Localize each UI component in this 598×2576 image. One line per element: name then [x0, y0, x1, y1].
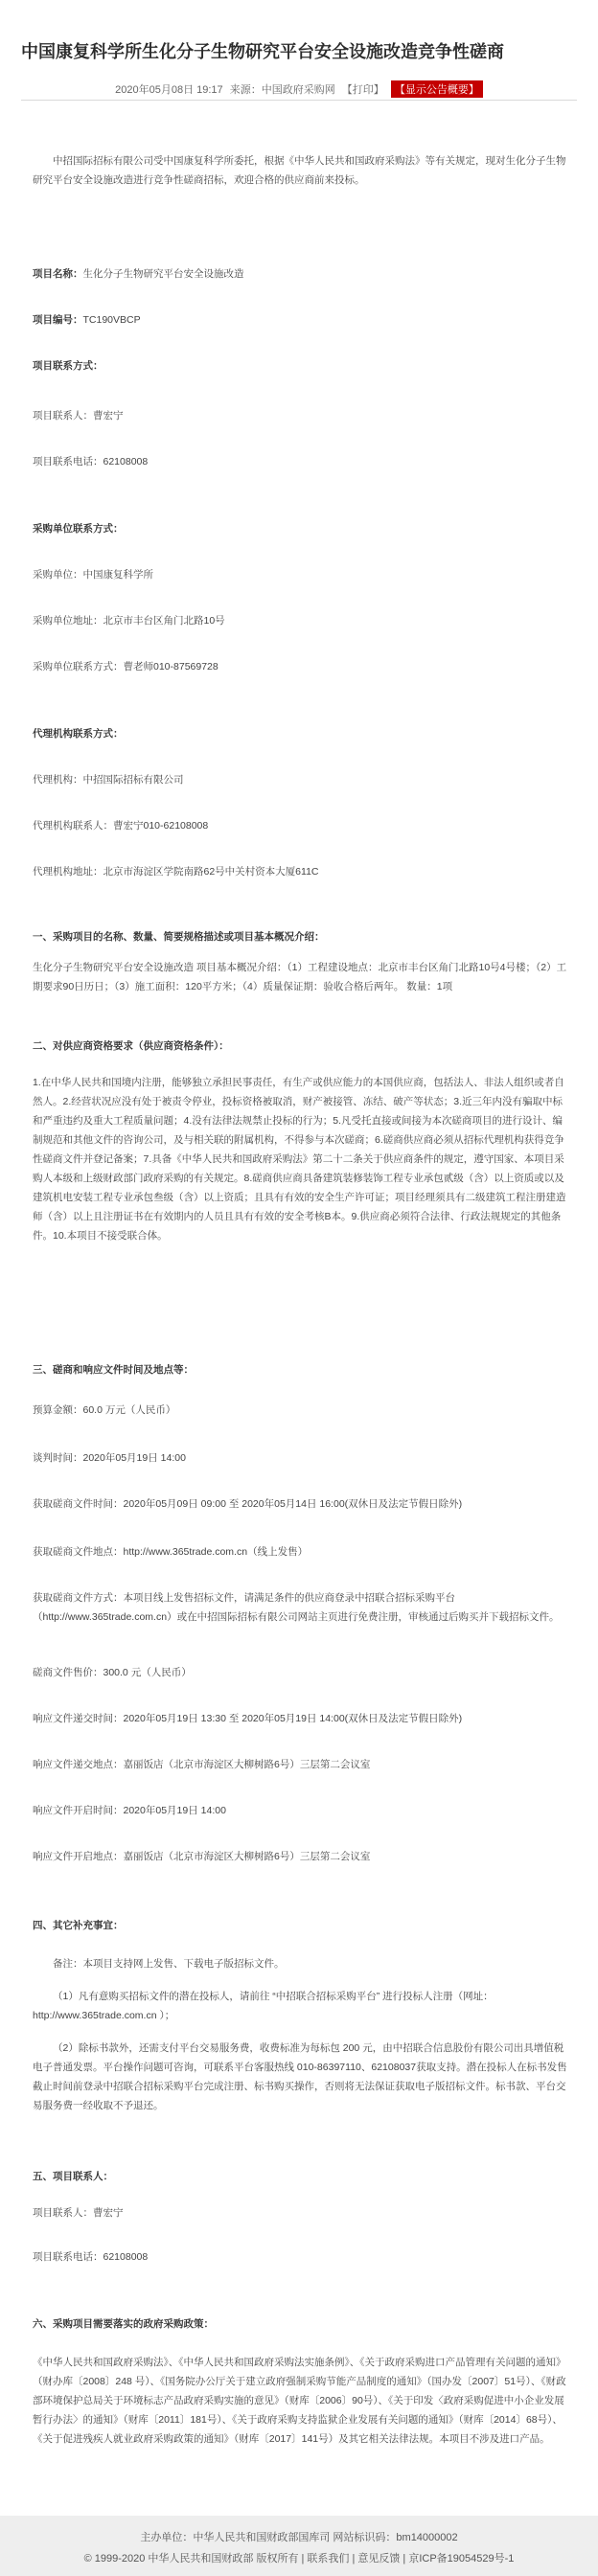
- section6-heading: 六、采购项目需要落实的政府采购政策：: [33, 2318, 214, 2330]
- doc-price-line: [33, 1663, 569, 1682]
- show-overview-button[interactable]: 【显示公告概要】: [391, 80, 483, 98]
- obtain-method-line: [33, 1588, 569, 1627]
- open-time-line: [33, 1801, 569, 1820]
- project-contact-phone-line: [33, 452, 569, 471]
- budget-line: [33, 1401, 569, 1420]
- open-time-value: 2020年05月19日 14:00: [123, 1805, 226, 1816]
- obtain-method-label: 获取磋商文件方式：: [33, 1592, 124, 1604]
- section4-heading: 四、其它补充事宜：: [33, 1920, 124, 1931]
- project-name-line: [33, 264, 569, 284]
- obtain-place-value[interactable]: http://www.365trade.com.cn（线上发售）: [123, 1546, 309, 1558]
- section4-registration: （1）凡有意购买招标文件的潜在投标人，请前往 “中招联合招标采购平台” 进行投标人注册（网址：http://www.365trade.com.cn ）；: [33, 1991, 494, 2021]
- open-place-value: 嘉丽饭店（北京市海淀区大柳树路6号）三层第二会议室: [123, 1851, 371, 1862]
- budget-value: 60.0 万元（人民币）: [82, 1404, 176, 1416]
- agency-address-value: 北京市海淀区学院南路62号中关村资本大厦611C: [103, 866, 319, 878]
- obtain-time-label: 获取磋商文件时间：: [33, 1498, 124, 1510]
- talk-time-value: 2020年05月19日 14:00: [82, 1452, 186, 1464]
- purchaser-unit-line: [33, 565, 569, 584]
- page-title: 中国康复科学所生化分子生物研究平台安全设施改造竞争性磋商: [21, 42, 504, 61]
- agency-contact-line: [33, 816, 569, 835]
- project-code-label: 项目编号：: [33, 314, 83, 326]
- project-contact-phone-label: 项目联系电话：: [33, 456, 104, 467]
- agency-address-line: [33, 862, 569, 881]
- agency-heading: 代理机构联系方式：: [33, 728, 124, 740]
- open-place-line: [33, 1847, 569, 1866]
- obtain-time-line: [33, 1494, 569, 1514]
- agency-address-label: 代理机构地址：: [33, 866, 104, 878]
- purchaser-address-label: 采购单位地址：: [33, 615, 104, 627]
- talk-time-label: 谈判时间：: [33, 1452, 83, 1464]
- page-footer: [0, 2516, 598, 2576]
- section5-phone-line: [33, 2247, 569, 2267]
- obtain-time-value: 2020年05月09日 09:00 至 2020年05月14日 16:00(双休日及法定节假日除外): [123, 1498, 463, 1510]
- footer-sponsor: 主办单位：中华人民共和国财政部国库司 网站标识码：bm14000002: [140, 2532, 458, 2543]
- agency-name-label: 代理机构：: [33, 774, 83, 786]
- agency-contact-value: 曹宏宁010-62108008: [113, 820, 209, 832]
- obtain-place-line: [33, 1542, 569, 1562]
- purchaser-contact-value: 曹老师010-87569728: [123, 661, 218, 672]
- section5-phone-value: 62108008: [103, 2251, 149, 2263]
- submit-place-value: 嘉丽饭店（北京市海淀区大柳树路6号）三层第二会议室: [123, 1759, 371, 1770]
- section2-heading: 二、对供应商资格要求（供应商资格条件）：: [33, 1040, 229, 1052]
- doc-price-label: 磋商文件售价：: [33, 1667, 104, 1678]
- section3-heading: 三、磋商和响应文件时间及地点等：: [33, 1364, 194, 1376]
- publish-date: 2020年05月08日 19:17: [115, 84, 223, 96]
- section4-note: 备注：本项目支持网上发售、下载电子版招标文件。: [53, 1958, 285, 1970]
- section1-heading: 一、采购项目的名称、数量、简要规格描述或项目基本概况介绍：: [33, 931, 325, 943]
- talk-time-line: [33, 1448, 569, 1468]
- project-contact-heading: 项目联系方式：: [33, 360, 104, 372]
- purchaser-contact-line: [33, 657, 569, 676]
- project-name-label: 项目名称：: [33, 268, 83, 280]
- agency-contact-label: 代理机构联系人：: [33, 820, 113, 832]
- section1-body: 生化分子生物研究平台安全设施改造 项目基本概况介绍：（1）工程建设地点：北京市丰台区角门北路10号4号楼；（2）工期要求90日历日；（3）施工面积：120平方米；（4）质量保证期：验收合格后两年。 数量：1项: [33, 962, 567, 992]
- budget-label: 预算金额：: [33, 1404, 83, 1416]
- source-text: 来源：中国政府采购网: [229, 84, 335, 96]
- open-place-label: 响应文件开启地点：: [33, 1851, 124, 1862]
- project-contact-phone-value: 62108008: [103, 456, 149, 467]
- section5-phone-label: 项目联系电话：: [33, 2251, 104, 2263]
- open-time-label: 响应文件开启时间：: [33, 1805, 124, 1816]
- section5-person-value: 曹宏宁: [93, 2207, 124, 2219]
- section2-body: 1.在中华人民共和国境内注册，能够独立承担民事责任，有生产或供应能力的本国供应商，包括法人、非法人组织或者自然人。2.经营状况应没有处于被责令停业，投标资格被取消，财产被接管、冻结、破产等状态；3.近三年内没有骗取中标和严重违约及重大工程质量问题；4.没有法律法规禁止投标的行为；5.凡受托直接或间接为本次磋商项目的进行设计、编制规范和其他文件的咨询公司，及与相关联的附属机构，不得参与本次磋商；6.磋商供应商必须从招标代理机构获得竞争性磋商文件并登记备案；7.具备《中华人民共和国政府采购法》第二十二条关于供应商条件的规定，遵守国家、本项目采购人本级和上级财政部门政府采购的有关规定。8.磋商供应商具备建筑装修装饰工程专业承包贰级（含）以上资质或以及建筑机电安装工程专业承包叁级（含）以上资质；且具有有效的安全生产许可证；项目经理须具有二级建筑工程注册建造师（含）以上且注册证书在有效期内的人员且具有有效的安全考核B本。9.供应商必须符合法律、行政法规规定的其他条件。10.本项目不接受联合体。: [33, 1077, 566, 1242]
- meta-bar: [0, 80, 598, 98]
- purchaser-contact-label: 采购单位联系方式：: [33, 661, 124, 672]
- submit-place-line: [33, 1755, 569, 1774]
- submit-time-value: 2020年05月19日 13:30 至 2020年05月19日 14:00(双休日及法定节假日除外): [123, 1713, 463, 1724]
- purchaser-unit-label: 采购单位：: [33, 569, 83, 581]
- section5-heading: 五、项目联系人：: [33, 2171, 113, 2182]
- project-contact-person-line: [33, 406, 569, 425]
- section4-fees: （2）除标书款外，还需支付平台交易服务费，收费标准为每标包 200 元，由中招联合信息股份有限公司出具增值税电子普通发票。平台操作问题可咨询，可联系平台客服热线 010-86397110、62108037获取支持。潜在投标人在标书发售截止时间前登录中招联合招标采购平台完成注册、标书购买操作，否则将无法保证获取电子版招标文件。标书款、平台交易服务费一经收取不予退还。: [33, 2042, 567, 2111]
- submit-time-line: [33, 1709, 569, 1728]
- submit-time-label: 响应文件递交时间：: [33, 1713, 124, 1724]
- purchaser-address-line: [33, 611, 569, 630]
- project-contact-person-label: 项目联系人：: [33, 410, 93, 422]
- obtain-place-label: 获取磋商文件地点：: [33, 1546, 124, 1558]
- project-contact-person-value: 曹宏宁: [93, 410, 124, 422]
- title-divider: [21, 100, 577, 101]
- project-code-value: TC190VBCP: [82, 314, 141, 326]
- print-link[interactable]: 【打印】: [341, 84, 384, 96]
- agency-name-line: [33, 770, 569, 789]
- intro-paragraph: 中招国际招标有限公司受中国康复科学所委托，根据《中华人民共和国政府采购法》等有关规定，现对生化分子生物研究平台安全设施改造进行竞争性磋商招标，欢迎合格的供应商前来投标。: [33, 155, 566, 186]
- agency-name-value: 中招国际招标有限公司: [82, 774, 184, 786]
- purchaser-heading: 采购单位联系方式：: [33, 523, 124, 535]
- section5-person-line: [33, 2203, 569, 2223]
- section6-body: 《中华人民共和国政府采购法》、《中华人民共和国政府采购法实施条例》、《关于政府采购进口产品管理有关问题的通知》（财办库〔2008〕248 号）、《国务院办公厅关于建立政府强制采购节能产品制度的通知》（国办发〔2007〕51号）、《财政部环境保护总局关于环境标志产品政府采购实施的意见》（财库〔2006〕90号）、《关于印发〈政府采购促进中小企业发展暂行办法〉的通知》（财库〔2011〕181号）、《关于政府采购支持监狱企业发展有关问题的通知》（财库〔2014〕68号）、《关于促进残疾人就业政府采购政策的通知》（财库〔2017〕141号）及其它相关法律法规。本项目不涉及进口产品。: [33, 2357, 566, 2445]
- section5-person-label: 项目联系人：: [33, 2207, 93, 2219]
- project-name-value: 生化分子生物研究平台安全设施改造: [82, 268, 244, 280]
- footer-copyright: © 1999-2020 中华人民共和国财政部 版权所有 | 联系我们 | 意见反馈 | 京ICP备19054529号-1: [83, 2553, 515, 2565]
- project-code-line: [33, 310, 569, 330]
- purchaser-unit-value: 中国康复科学所: [82, 569, 153, 581]
- submit-place-label: 响应文件递交地点：: [33, 1759, 124, 1770]
- doc-price-value: 300.0 元（人民币）: [103, 1667, 192, 1678]
- obtain-method-value: 本项目线上发售招标文件，请满足条件的供应商登录中招联合招标采购平台（http://www.365trade.com.cn）或在中招国际招标有限公司网站主页进行免费注册，审核通过后购买并下载招标文件。: [33, 1592, 560, 1623]
- purchaser-address-value: 北京市丰台区角门北路10号: [103, 615, 225, 627]
